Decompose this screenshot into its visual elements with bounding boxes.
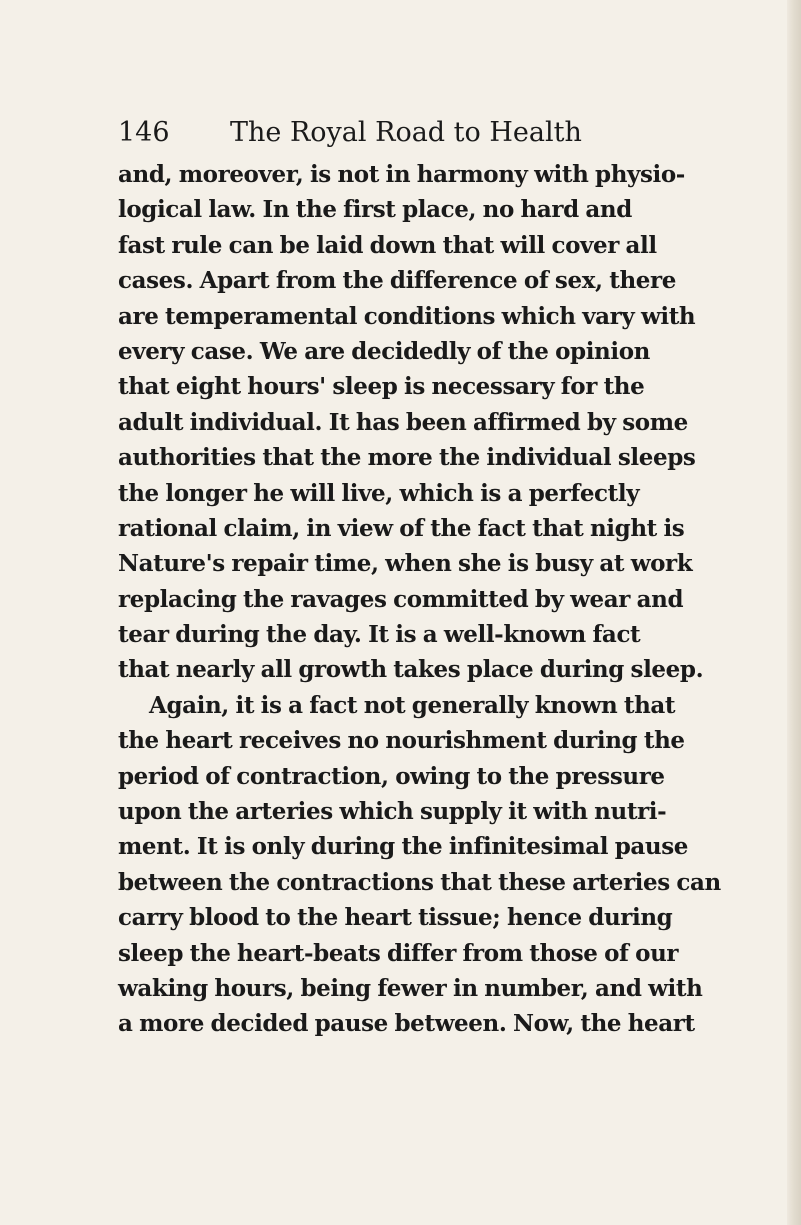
- text-line: that nearly all growth takes place during sleep.: [118, 656, 704, 684]
- running-title: The Royal Road to Health: [230, 117, 582, 148]
- body-text: [118, 157, 738, 1042]
- text-line: between the contractions that these arteries can: [118, 868, 721, 896]
- page-number: 146: [118, 117, 170, 148]
- text-line: are temperamental conditions which vary with: [118, 302, 696, 330]
- text-line: replacing the ravages committed by wear and: [118, 585, 684, 613]
- text-line: cases. Apart from the difference of sex, there: [118, 267, 676, 295]
- text-line: tear during the day. It is a well-known fact: [118, 621, 641, 649]
- text-line: period of contraction, owing to the pressure: [118, 762, 665, 790]
- text-line: and, moreover, is not in harmony with physio-: [118, 161, 685, 188]
- text-line: adult individual. It has been affirmed by some: [118, 408, 688, 436]
- text-line: the heart receives no nourishment during the: [118, 727, 685, 755]
- paragraph-first-line: Again, it is a fact not generally known that: [149, 691, 676, 719]
- text-line: Nature's repair time, when she is busy at work: [118, 550, 693, 578]
- running-header: [118, 113, 638, 153]
- text-line: every case. We are decidedly of the opinion: [118, 337, 650, 365]
- text-line: the longer he will live, which is a perfectly: [118, 479, 640, 507]
- text-line: carry blood to the heart tissue; hence during: [118, 904, 673, 932]
- text-line: authorities that the more the individual sleeps: [118, 444, 696, 472]
- text-line: rational claim, in view of the fact that night is: [118, 514, 685, 542]
- text-line: upon the arteries which supply it with nutri-: [118, 798, 667, 826]
- text-line: fast rule can be laid down that will cover all: [118, 231, 657, 259]
- text-line: logical law. In the first place, no hard and: [118, 196, 632, 224]
- text-line: a more decided pause between. Now, the heart: [118, 1010, 695, 1038]
- page-edge-shadow: [787, 0, 801, 1225]
- text-line: that eight hours' sleep is necessary for the: [118, 373, 645, 401]
- text-line: ment. It is only during the infinitesimal pause: [118, 833, 689, 861]
- text-line: sleep the heart-beats differ from those of our: [118, 939, 679, 967]
- text-line: waking hours, being fewer in number, and with: [118, 974, 703, 1002]
